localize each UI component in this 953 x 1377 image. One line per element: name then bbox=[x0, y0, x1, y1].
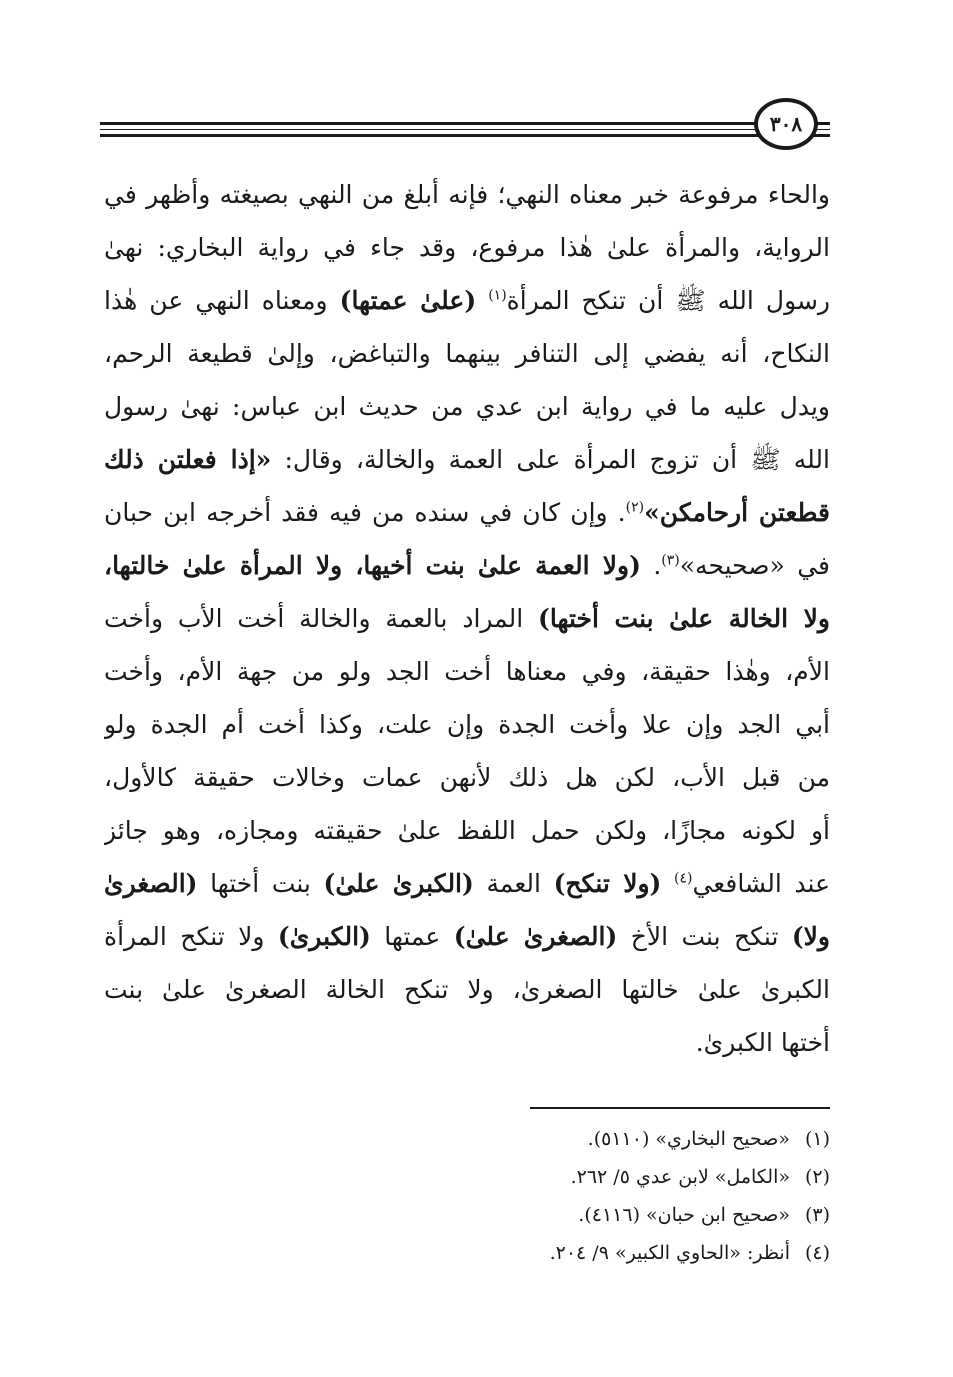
footnote-text: أنظر: «الحاوي الكبير» ٩/ ٢٠٤. bbox=[549, 1242, 790, 1264]
footnote-number: (٣) bbox=[804, 1204, 830, 1226]
text-run: ومعناه النهي عن هٰذا bbox=[104, 286, 340, 315]
text-run: العمة bbox=[473, 869, 554, 898]
body-line bbox=[104, 433, 830, 486]
header-rule-middle bbox=[100, 129, 830, 130]
text-run: عند الشافعي bbox=[692, 869, 830, 898]
body-text bbox=[104, 168, 830, 1069]
body-line bbox=[104, 1016, 830, 1069]
body-line bbox=[104, 804, 830, 857]
footnote-ref: (٤) bbox=[674, 870, 693, 887]
footnote-text: «صحيح البخاري» (٥١١٠). bbox=[587, 1128, 790, 1150]
footnote-ref: (١) bbox=[488, 287, 507, 304]
page-header bbox=[100, 96, 830, 166]
footnote bbox=[104, 1120, 830, 1158]
bold-text: (الكبرىٰ علىٰ) bbox=[323, 869, 474, 898]
text-run: أختها الكبرىٰ. bbox=[695, 1028, 830, 1057]
text-run: . وإن كان في سنده من فيه فقد أخرجه ابن حبان bbox=[104, 498, 626, 527]
footnotes bbox=[104, 1120, 830, 1272]
footnote-text: «الكامل» لابن عدي ٥/ ٢٦٢. bbox=[570, 1166, 790, 1188]
bold-text: (الكبرىٰ) bbox=[277, 922, 371, 951]
text-run: الأم، وهٰذا حقيقة، وفي معناها أخت الجد ولو من جهة الأم، وأخت bbox=[104, 657, 830, 686]
text-run bbox=[661, 869, 674, 898]
header-rule-top bbox=[100, 122, 830, 125]
body-line bbox=[104, 645, 830, 698]
footnote-number: (١) bbox=[804, 1128, 830, 1150]
body-line bbox=[104, 486, 830, 539]
body-line bbox=[104, 274, 830, 327]
body-line bbox=[104, 857, 830, 910]
bold-text: «إذا فعلتن ذلك bbox=[104, 445, 272, 474]
text-run: من قبل الأب، لكن هل ذلك لأنهن عمات وخالات حقيقة كالأول، bbox=[104, 763, 830, 792]
text-run: بنت أختها bbox=[197, 869, 324, 898]
footnote bbox=[104, 1158, 830, 1196]
bold-text: (ولا العمة علىٰ بنت أخيها، ولا المرأة علىٰ خالتها، bbox=[104, 551, 641, 580]
body-line bbox=[104, 168, 830, 221]
footnote-number: (٢) bbox=[804, 1166, 830, 1188]
text-run: أو لكونه مجازًا، ولكن حمل اللفظ علىٰ حقيقته ومجازه، وهو جائز bbox=[104, 816, 830, 845]
bold-text: ولا الخالة علىٰ بنت أختها) bbox=[538, 604, 830, 633]
page-number-badge bbox=[754, 98, 818, 150]
text-run: أبي الجد وإن علا وأخت الجدة وإن علت، وكذا أخت أم الجدة ولو bbox=[104, 710, 830, 739]
text-run bbox=[476, 286, 488, 315]
footnote-ref: (٢) bbox=[625, 499, 645, 516]
body-line bbox=[104, 221, 830, 274]
text-run: الله ﷺ أن تزوج المرأة على العمة والخالة، وقال: bbox=[271, 445, 830, 474]
body-line bbox=[104, 539, 830, 592]
footnote-ref: (٣) bbox=[661, 552, 680, 569]
text-run: النكاح، أنه يفضي إلى التنافر بينهما والتباغض، وإلىٰ قطيعة الرحم، bbox=[104, 339, 830, 368]
footnote bbox=[104, 1234, 830, 1272]
text-run: والحاء مرفوعة خبر معناه النهي؛ فإنه أبلغ من النهي بصيغته وأظهر في bbox=[104, 180, 830, 209]
body-line bbox=[104, 698, 830, 751]
text-run: في «صحيحه» bbox=[679, 551, 830, 580]
body-line bbox=[104, 751, 830, 804]
bold-text: (علىٰ عمتها) bbox=[339, 286, 477, 315]
bold-text: (ولا تنكح) bbox=[553, 869, 662, 898]
footnote-text: «صحيح ابن حبان» (٤١١٦). bbox=[578, 1204, 790, 1226]
text-run: رسول الله ﷺ أن تنكح المرأة bbox=[506, 286, 830, 315]
body-line bbox=[104, 327, 830, 380]
footnote-separator bbox=[530, 1107, 830, 1109]
body-line bbox=[104, 592, 830, 645]
text-run: المراد بالعمة والخالة أخت الأب وأخت bbox=[104, 604, 539, 633]
page-number: ٣٠٨ bbox=[769, 112, 803, 136]
text-run: عمتها bbox=[370, 922, 454, 951]
text-run: ولا تنكح المرأة bbox=[104, 922, 278, 951]
bold-text: قطعتن أرحامكن» bbox=[644, 498, 830, 527]
footnote bbox=[104, 1196, 830, 1234]
body-line bbox=[104, 963, 830, 1016]
text-run: . bbox=[640, 551, 662, 580]
text-run: الكبرىٰ علىٰ خالتها الصغرىٰ، ولا تنكح الخالة الصغرىٰ علىٰ بنت bbox=[104, 975, 830, 1004]
header-rule-bottom bbox=[100, 134, 830, 137]
bold-text: (الصغرىٰ علىٰ) bbox=[453, 922, 618, 951]
body-line bbox=[104, 910, 830, 963]
bold-text: ولا) bbox=[791, 922, 830, 951]
text-run: تنكح بنت الأخ bbox=[617, 922, 792, 951]
body-line bbox=[104, 380, 830, 433]
footnote-number: (٤) bbox=[804, 1242, 830, 1264]
text-run: ويدل عليه ما في رواية ابن عدي من حديث ابن عباس: نهىٰ رسول bbox=[104, 392, 830, 421]
bold-text: (الصغرىٰ bbox=[104, 869, 198, 898]
text-run: الرواية، والمرأة علىٰ هٰذا مرفوع، وقد جاء في رواية البخاري: نهىٰ bbox=[104, 233, 830, 262]
